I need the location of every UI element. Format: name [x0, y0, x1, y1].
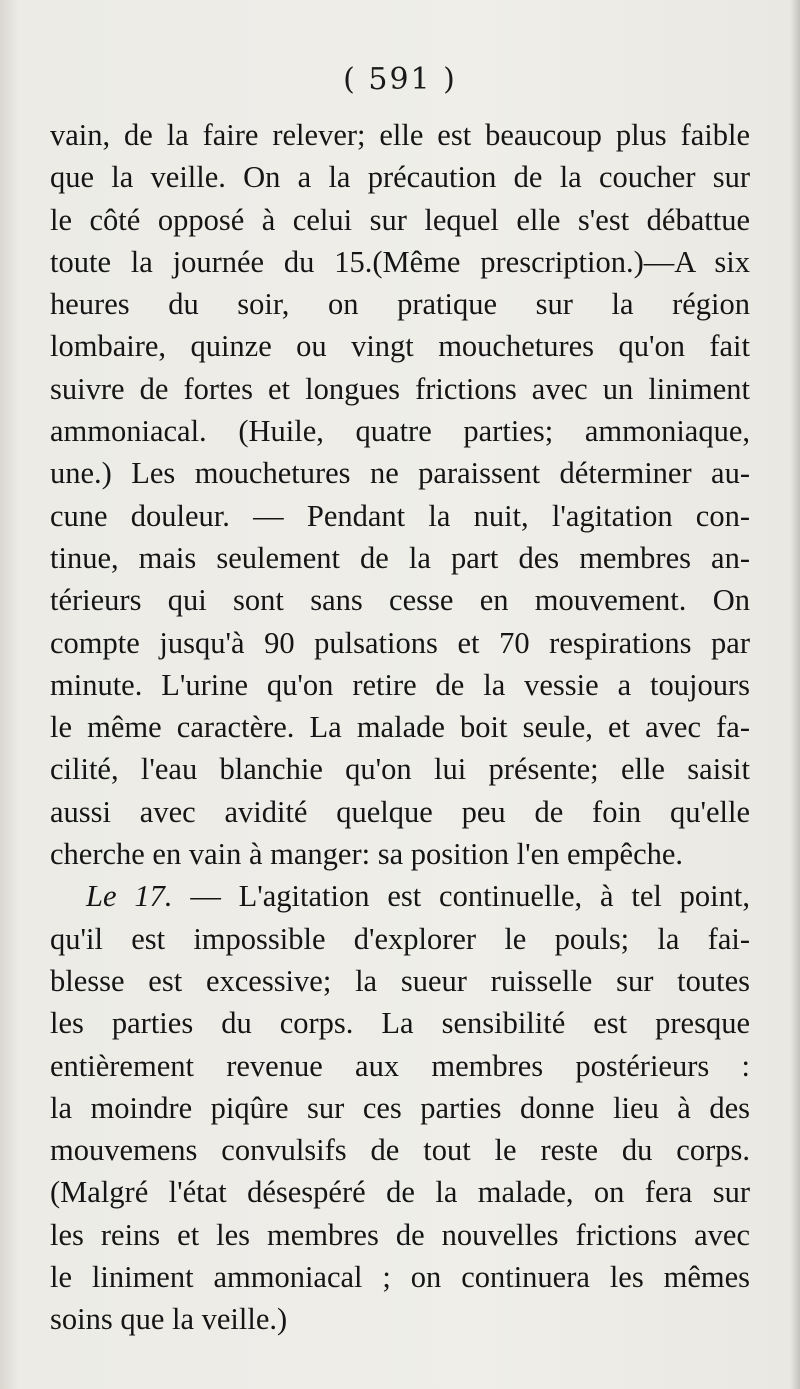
text-line: térieurs qui sont sans cesse en mouvement. On — [50, 583, 750, 618]
text-line: soins que la veille.) — [50, 1302, 288, 1337]
text-line: heures du soir, on pratique sur la région — [50, 287, 750, 322]
text-line: cilité, l'eau blanchie qu'on lui présente; elle saisit — [50, 752, 750, 787]
text-line: qu'il est impossible d'explorer le pouls; la fai- — [50, 921, 750, 956]
page-edge-shadow — [790, 0, 800, 1389]
body-text — [50, 114, 750, 1341]
paragraph-first-line — [50, 875, 750, 917]
text-line: vain, de la faire relever; elle est beaucoup plus faible — [50, 118, 750, 152]
text-line: mouvemens convulsifs de tout le reste du corps. — [50, 1133, 750, 1168]
text-line: (Malgré l'état désespéré de la malade, on fera sur — [50, 1175, 750, 1210]
text-fragment: — L'agitation est continuelle, à tel point, — [190, 879, 751, 914]
text-line: la moindre piqûre sur ces parties donne lieu à des — [50, 1090, 750, 1125]
text-line: que la veille. On a la précaution de la coucher sur — [50, 160, 750, 195]
text-line: suivre de fortes et longues frictions avec un liniment — [50, 371, 750, 406]
text-line: lombaire, quinze ou vingt mouchetures qu'on fait — [50, 329, 750, 364]
text-line: tinue, mais seulement de la part des membres an- — [50, 540, 750, 575]
page-number: ( 591 ) — [343, 62, 457, 97]
text-line: les reins et les membres de nouvelles frictions avec — [50, 1217, 750, 1252]
text-line: aussi avec avidité quelque peu de foin qu'elle — [50, 794, 750, 829]
text-line: le côté opposé à celui sur lequel elle s'est débattue — [50, 202, 750, 237]
text-line: cune douleur. — Pendant la nuit, l'agitation con- — [50, 498, 750, 533]
text-line: ammoniacal. (Huile, quatre parties; ammoniaque, — [50, 414, 750, 449]
text-line: le liniment ammoniacal ; on continuera les mêmes — [50, 1260, 750, 1295]
text-line: une.) Les mouchetures ne paraissent déterminer au- — [50, 456, 750, 491]
date-label: Le 17. — [86, 879, 173, 914]
text-line: le même caractère. La malade boit seule, et avec fa- — [50, 710, 750, 745]
text-line: blesse est excessive; la sueur ruisselle sur toutes — [50, 963, 750, 998]
text-line: cherche en vain à manger: sa position l'en empêche. — [50, 837, 684, 872]
text-line: les parties du corps. La sensibilité est presque — [50, 1006, 750, 1041]
text-line: toute la journée du 15.(Même prescription.)—A six — [50, 244, 750, 279]
text-line: compte jusqu'à 90 pulsations et 70 respirations par — [50, 625, 750, 660]
text-line: minute. L'urine qu'on retire de la vessie a toujours — [50, 667, 750, 702]
text-line: entièrement revenue aux membres postérieurs : — [50, 1048, 750, 1083]
